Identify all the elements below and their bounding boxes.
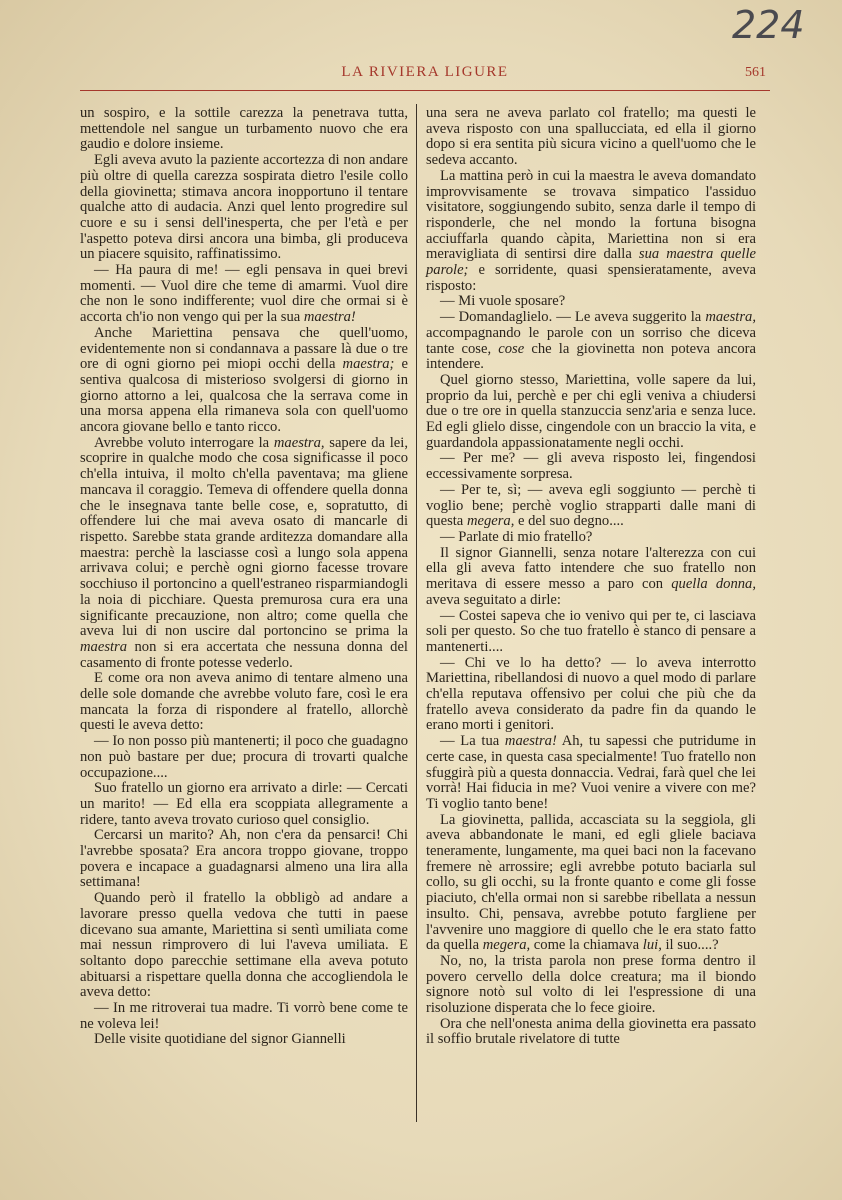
paragraph: — La tua maestra! Ah, tu sapessi che putridume in certe case, in questa casa specialmente! Tuo fratello non sfuggirà più a questa donnaccia. Vedrai, farà quel che lei vorrà! Hai fiducia in me? Vuoi venire a vivere con me? Ti voglio tanto bene!: [426, 733, 756, 812]
column-divider: [416, 104, 417, 1122]
right-column: [426, 106, 756, 1048]
paragraph: Avrebbe voluto interrogare la maestra, sapere da lei, scoprire in qualche modo che cosa significasse il poco ch'ella intuiva, il molto ch'ella paventava; ma gliene mancava il coraggio. Temeva di offendere quella donna che le insegnava tante belle cose, e, sopratutto, di offendere lui che mai aveva osato di mancarle di rispetto. Sarebbe stata grande arditezza domandare alla maestra: perchè la lasciasse così a lungo sola appena arrivava colui; e perchè ogni giorno facesse trovare socchiuso il portoncino a quell'estraneo risparmiandogli la noia di picchiare. Questa premurosa cura era una significante precauzione, non altro; come quella che aveva lui di non uscire dal portoncino se prima la maestra non si era accertata che nessuna donna del casamento di fronte potesse vederlo.: [80, 434, 408, 671]
paragraph: una sera ne aveva parlato col fratello; ma questi le aveva risposto con una spallucciata, ed ella il giorno dopo si era sentita più sicura vicino a quell'uomo che le sedeva accanto.: [426, 105, 756, 169]
paragraph: — In me ritroverai tua madre. Ti vorrò bene come te ne voleva lei!: [80, 1000, 408, 1032]
paragraph: No, no, la trista parola non prese forma dentro il povero cervello della dolce creatura; ma il biondo signore notò sul volto di lei l'espressione di una risoluzione disperata che lo fece gioire.: [426, 952, 756, 1017]
running-header: [80, 64, 770, 88]
header-rule: [80, 90, 770, 91]
paragraph: E come ora non aveva animo di tentare almeno una delle sole domande che avrebbe voluto fare, così le era mancata la forza di rispondere al fratello, allorchè questi le aveva detto:: [80, 670, 408, 734]
paragraph: Quel giorno stesso, Mariettina, volle sapere da lui, proprio da lui, perchè e per chi egli veniva a chiudersi due o tre ore in quella stanzuccia senz'aria e senza luce. Ed egli glielo disse, cingendole con un braccio la vita, e guardandola appassionatamente negli occhi.: [426, 371, 756, 451]
paragraph: — Domandaglielo. — Le aveva suggerito la maestra, accompagnando le parole con un sorriso che diceva tante cose, cose che la giovinetta non poteva ancora intendere.: [426, 309, 756, 373]
paragraph: un sospiro, e la sottile carezza la penetrava tutta, mettendole nel sangue un turbamento nuovo che era gaudio e dolore insieme.: [80, 105, 408, 153]
paragraph: — Io non posso più mantenerti; il poco che guadagno non può bastare per due; procura di trovarti qualche occupazione....: [80, 733, 408, 781]
handwritten-number-text: 224: [732, 3, 805, 46]
paragraph: — Mi vuole sposare?: [440, 293, 566, 310]
paragraph: — Costei sapeva che io venivo qui per te, ci lasciava soli per questo. So che tuo fratello è stanco di pensare a mantenerti....: [426, 607, 756, 655]
paragraph: — Per me? — gli aveva risposto lei, fingendosi eccessivamente sorpresa.: [426, 450, 756, 483]
paragraph: Cercarsi un marito? Ah, non c'era da pensarci! Chi l'avrebbe sposata? Era ancora troppo giovane, troppo povera e incapace a guadagnarsi almeno una lira alla settimana!: [80, 827, 408, 891]
paragraph: — Ha paura di me! — egli pensava in quei brevi momenti. — Vuol dire che teme di amarmi. Vuol dire che non le sono indifferente; vuol dire che ormai si è accorta ch'io non vengo qui per la sua maestra!: [80, 262, 408, 326]
paragraph: Egli aveva avuto la paziente accortezza di non andare più oltre di quella carezza sospirata dietro l'esile collo della giovinetta; stimava ancora inopportuno il tentare qualche atto di audacia. Anzi quel lento progredire sul cuore e su i sensi dell'inesperta, che per l'età e per l'aspetto poteva dirsi ancora una bimba, gli produceva un piacere squisito, raffinatissimo.: [80, 152, 408, 263]
handwritten-page-number: [730, 2, 810, 46]
paragraph: Suo fratello un giorno era arrivato a dirle: — Cercati un marito! — Ed ella era scoppiata allegramente a ridere, tanto aveva trovato curioso quel consiglio.: [80, 780, 408, 828]
paragraph: La mattina però in cui la maestra le aveva domandato improvvisamente se trovava simpatico l'assiduo visitatore, soggiungendo subito, senza darle il tempo di risponderle, che nel mondo la fortuna bisogna acciuffarla quando càpita, Mariettina non si era meravigliata di sentirsi dire dalla sua maestra quelle parole; e sorridente, quasi spensieratamente, aveva risposto:: [426, 167, 756, 294]
paragraph: Anche Mariettina pensava che quell'uomo, evidentemente non si condannava a passare là due o tre ore di ogni giorno pei miopi occhi della maestra; e sentiva qualcosa di misterioso svolgersi di giorno in giorno attorno a lei, qualcosa che la serrava come in una morsa appena ella rimaneva sola con quell'uomo ancora giovane bello e tanto ricco.: [80, 324, 408, 436]
paragraph: Quando però il fratello la obbligò ad andare a lavorare presso quella vedova che tutti in paese dicevano sua amante, Mariettina si sentì umiliata come mai nessun rimprovero di lui l'aveva umiliata. E soltanto dopo parecchie settimane ella aveva potuto abituarsi a rispettare quella donna che accogliendola le aveva detto:: [80, 890, 408, 1001]
paragraph: Il signor Giannelli, senza notare l'alterezza con cui ella gli aveva fatto intendere che suo fratello non meritava di essere messo a paro con quella donna, aveva seguitato a dirle:: [426, 544, 756, 608]
paragraph: La giovinetta, pallida, accasciata su la seggiola, gli aveva abbandonate le mani, ed egli gliele baciava teneramente, lungamente, ma quei baci non la facevano fremere nè arrossire; egli avrebbe potuto baciarla sul collo, su gli occhi, su la fronte quanto e come gli fosse piaciuto, ch'ella ormai non si sarebbe ribellata a nessun insulto. Chi, pensava, avrebbe potuto fargliene per l'avvenire uno maggiore di quello che le era stato fatto da quella megera, come la chiamava lui, il suo....?: [426, 811, 756, 954]
paragraph: — Parlate di mio fratello?: [440, 528, 593, 545]
left-column: [80, 106, 408, 1048]
paragraph: — Chi ve lo ha detto? — lo aveva interrotto Mariettina, ribellandosi di nuovo a quel modo di parlare ch'ella reputava offensivo per colui che più che da fratello aveva considerato da padre fin da quando le erano morti i genitori.: [426, 654, 756, 734]
paragraph: — Per te, sì; — aveva egli soggiunto — perchè ti voglio bene; perchè voglio strapparti dalle mani di questa megera, e del suo degno....: [426, 481, 756, 530]
paragraph: Delle visite quotidiane del signor Giannelli: [94, 1031, 346, 1048]
page-number: 561: [745, 65, 766, 80]
running-title: LA RIVIERA LIGURE: [341, 64, 509, 80]
paragraph: Ora che nell'onesta anima della giovinetta era passato il soffio brutale rivelatore di tutte: [426, 1015, 756, 1048]
